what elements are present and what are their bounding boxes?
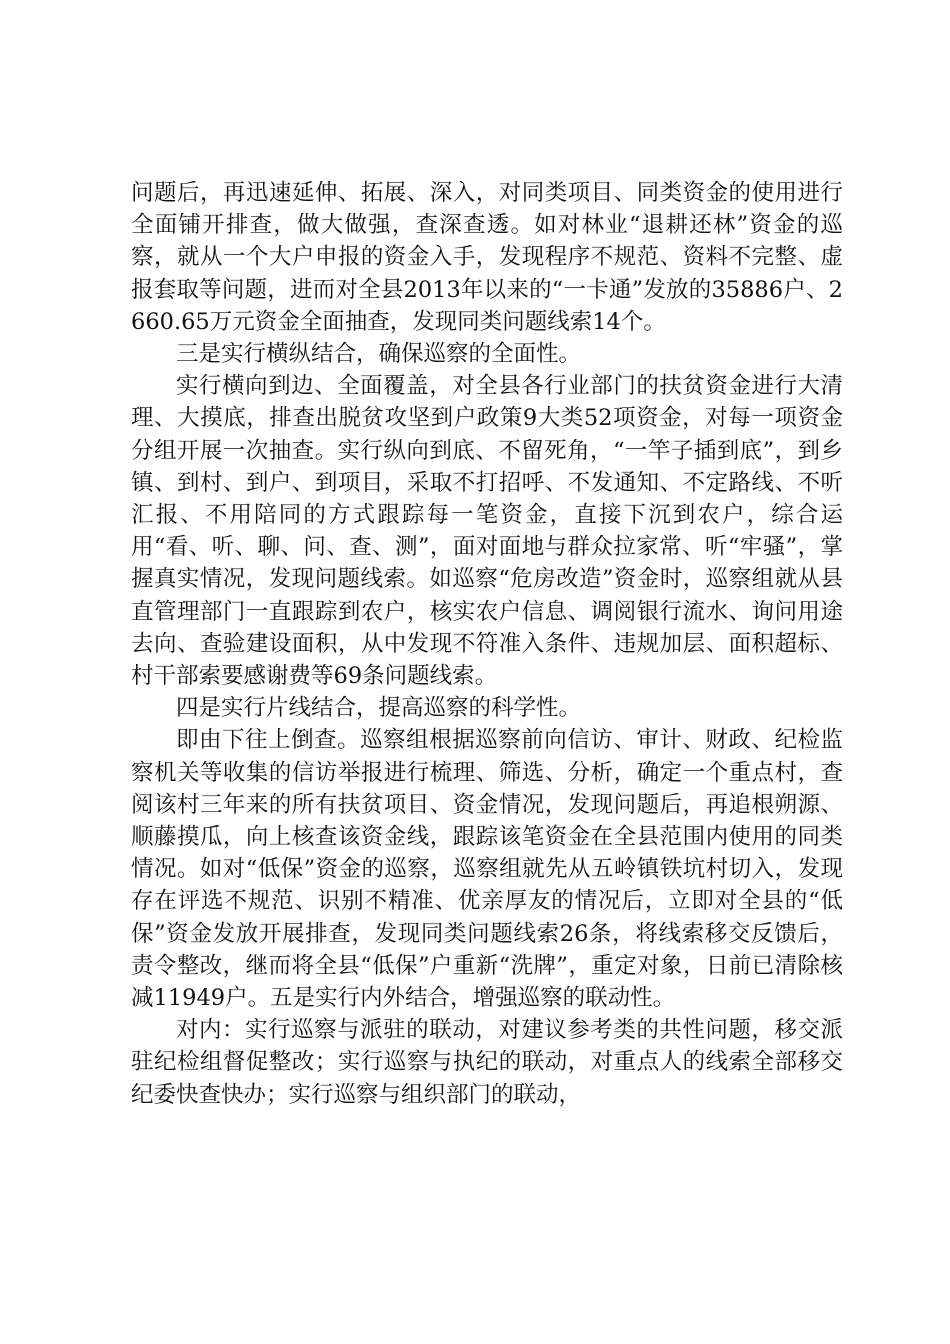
continuation-paragraph: 问题后，再迅速延伸、拓展、深入，对同类项目、同类资金的使用进行全面铺开排查，做大做强，查深查透。如对林业“退耕还林”资金的巡察，就从一个大户申报的资金入手，发现程序不规范、资料不完整、虚报套取等问题，进而对全县2013年以来的“一卡通”发放的35886户、2660.65万元资金全面抽查，发现同类问题线索14个。 bbox=[131, 180, 843, 335]
section-heading-three: 三是实行横纵结合，确保巡察的全面性。 bbox=[176, 341, 582, 368]
document-page bbox=[131, 177, 843, 1111]
section-heading-four: 四是实行片线结合，提高巡察的科学性。 bbox=[176, 695, 582, 722]
body-paragraph-internal-linkage: 对内：实行巡察与派驻的联动，对建议参考类的共性问题，移交派驻纪检组督促整改；实行巡察与执纪的联动，对重点人的线索全部移交纪委快查快办；实行巡察与组织部门的联动， bbox=[131, 1017, 843, 1108]
body-paragraph-horizontal-vertical: 实行横向到边、全面覆盖，对全县各行业部门的扶贫资金进行大清理、大摸底，排查出脱贫攻坚到户政策9大类52项资金，对每一项资金分组开展一次抽查。实行纵向到底、不留死角，“一竿子插到底”，到乡镇、到村、到户、到项目，采取不打招呼、不发通知、不定路线、不听汇报、不用陪同的方式跟踪每一笔资金，直接下沉到农户，综合运用“看、听、聊、问、查、测”，面对面地与群众拉家常、听“牢骚”，掌握真实情况，发现问题线索。如巡察“危房改造”资金时，巡察组就从县直管理部门一直跟踪到农户，核实农户信息、调阅银行流水、询问用途去向、查验建设面积，从中发现不符准入条件、违规加层、面积超标、村干部索要感谢费等69条问题线索。 bbox=[131, 373, 843, 690]
body-paragraph-bottom-up: 即由下往上倒查。巡察组根据巡察前向信访、审计、财政、纪检监察机关等收集的信访举报进行梳理、筛选、分析，确定一个重点村，查阅该村三年来的所有扶贫项目、资金情况，发现问题后，再追根朔源、顺藤摸瓜，向上核查该资金线，跟踪该笔资金在全县范围内使用的同类情况。如对“低保”资金的巡察，巡察组就先从五岭镇铁坑村切入，发现存在评选不规范、识别不精准、优亲厚友的情况后，立即对全县的“低保”资金发放开展排查，发现同类问题线索26条，将线索移交反馈后，责令整改，继而将全县“低保”户重新“洗牌”，重定对象，日前已清除核减11949户。五是实行内外结合，增强巡察的联动性。 bbox=[131, 727, 843, 1012]
